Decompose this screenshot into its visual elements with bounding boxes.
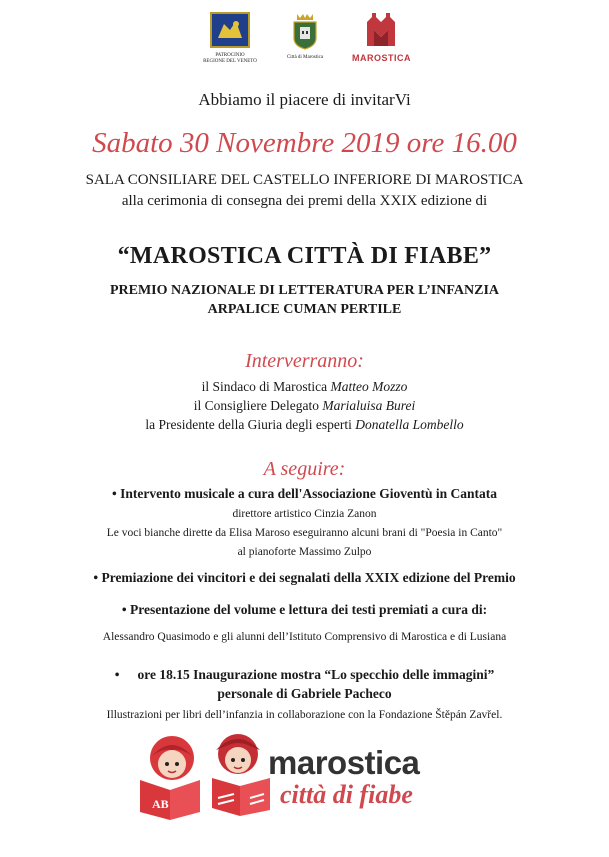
castle-m-icon xyxy=(364,12,398,48)
comune-logo xyxy=(282,12,328,61)
marostica-citta-di-fiabe-logo xyxy=(130,728,470,828)
venue: SALA CONSILIARE DEL CASTELLO INFERIORE DI MAROSTICA xyxy=(85,172,524,188)
regione-veneto-logo xyxy=(203,12,257,65)
speaker-name: Marialuisa Burei xyxy=(322,398,416,413)
program-item-music-director: direttore artistico Cinzia Zanon xyxy=(232,508,377,520)
marostica-brand-logo xyxy=(352,12,410,63)
footer-script: città di fiabe xyxy=(280,780,413,809)
header-logos xyxy=(0,12,609,72)
event-date: Sabato 30 Novembre 2019 ore 16.00 xyxy=(92,127,517,159)
marostica-caption: MAROSTICA xyxy=(352,53,411,63)
program-item-music-choir: Le voci bianche dirette da Elisa Maroso eseguiranno alcuni brani di "Poesia in Canto" xyxy=(106,527,503,539)
exhibition-title: ore 18.15 Inaugurazione mostra “Lo specchio delle immagini” xyxy=(137,667,495,682)
program-item-awards: • Premiazione dei vincitori e dei segnalati della XXIX edizione del Premio xyxy=(93,570,516,585)
speaker-row xyxy=(0,417,609,433)
program-item-music: • Intervento musicale a cura dell'Associazione Gioventù in Cantata xyxy=(112,486,497,501)
program-item-exhibition-artist: personale di Gabriele Pacheco xyxy=(217,686,392,701)
speaker-name: Donatella Lombello xyxy=(355,417,464,432)
speaker-role: il Consigliere Delegato xyxy=(193,398,323,413)
speaker-row xyxy=(0,398,609,414)
speaker-row xyxy=(0,379,609,395)
program-item-reading: • Presentazione del volume e lettura dei testi premiati a cura di: xyxy=(121,602,488,617)
award-subtitle-2: ARPALICE CUMAN PERTILE xyxy=(207,302,402,317)
comune-caption: Città di Marostica xyxy=(286,55,324,60)
children-reading-icon xyxy=(130,728,280,828)
program-item-exhibition-detail: Illustrazioni per libri dell’infanzia in collaborazione con la Fondazione Štěpán Zavřel. xyxy=(106,709,503,721)
ceremony-text: alla cerimonia di consegna dei premi della XXIX edizione di xyxy=(121,193,488,209)
award-subtitle-1: PREMIO NAZIONALE DI LETTERATURA PER L’INFANZIA xyxy=(109,283,500,298)
speaker-role: la Presidente della Giuria degli esperti xyxy=(145,417,356,432)
regione-caption-1: PATROCINIO xyxy=(215,53,245,58)
event-title: “MAROSTICA CITTÀ DI FIABE” xyxy=(117,243,492,269)
program-heading: A seguire: xyxy=(263,458,346,480)
program-item-reading-detail: Alessandro Quasimodo e gli alunni dell’Istituto Comprensivo di Marostica e di Lusiana xyxy=(102,631,507,643)
speaker-name: Matteo Mozzo xyxy=(330,379,408,394)
program-item-music-piano: al pianoforte Massimo Zulpo xyxy=(237,546,372,558)
regione-caption-2: REGIONE DEL VENETO xyxy=(203,59,257,64)
lion-emblem-icon xyxy=(210,12,250,48)
bullet: • xyxy=(114,667,120,682)
svg-text:AB: AB xyxy=(152,797,169,811)
program-item-exhibition xyxy=(0,667,609,683)
speakers-heading: Interverranno: xyxy=(245,350,364,372)
invite-line: Abbiamo il piacere di invitarVi xyxy=(198,90,411,109)
footer-wordmark: marostica xyxy=(268,744,420,781)
speaker-role: il Sindaco di Marostica xyxy=(201,379,331,394)
coat-of-arms-icon xyxy=(292,12,318,50)
